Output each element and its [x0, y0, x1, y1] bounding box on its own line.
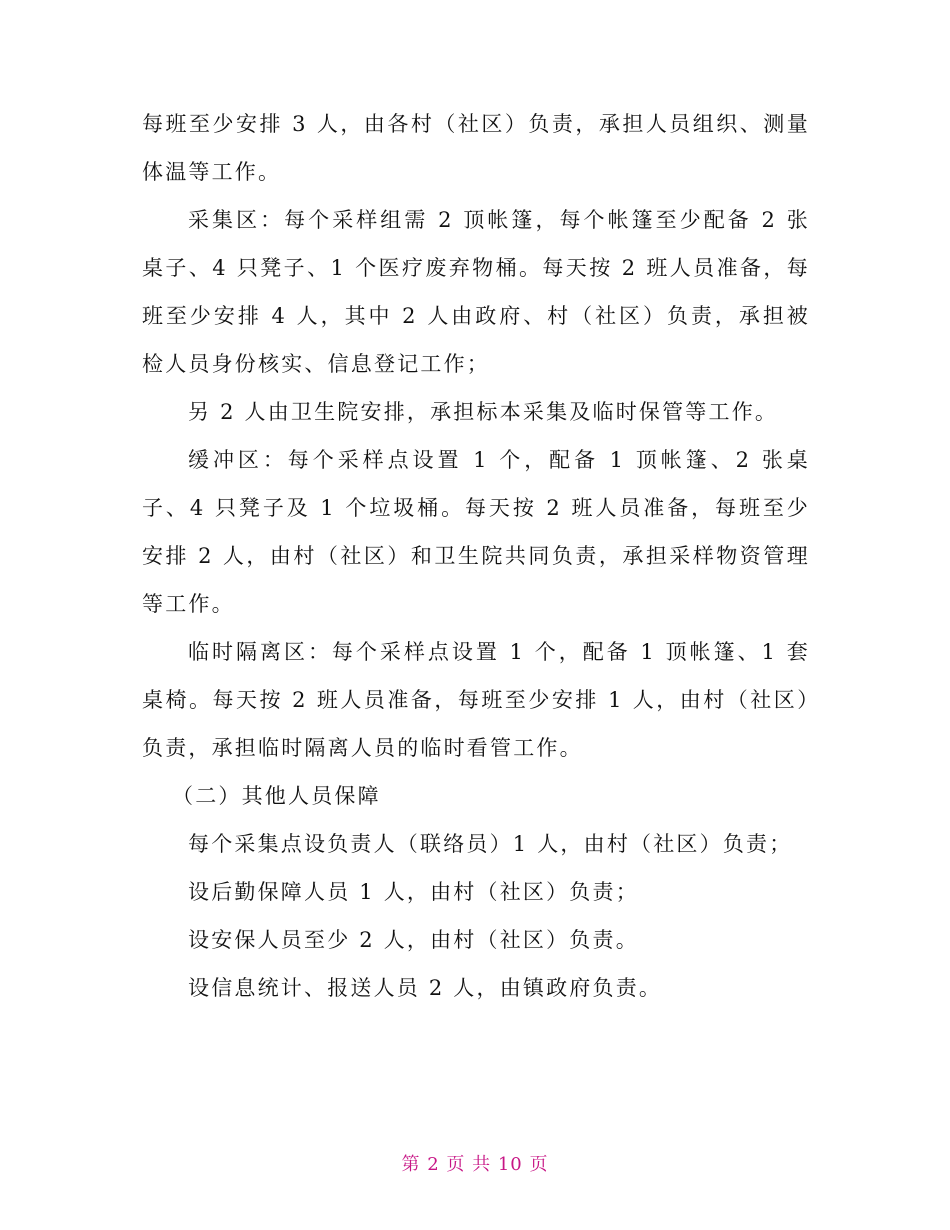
paragraph-collection-area-extra: 另 2 人由卫生院安排，承担标本采集及临时保管等工作。 — [188, 400, 779, 424]
paragraph-buffer-area: 缓冲区：每个采样点设置 1 个，配备 1 顶帐篷、2 张桌子、4 只凳子及 1 个垃圾桶。每天按 2 班人员准备，每班至少安排 2 人，由村（社区）和卫生院共同负责，承担采样物资管理等工作。 — [142, 448, 810, 616]
section-heading-other-staff: （二）其他人员保障 — [172, 784, 381, 808]
paragraph-1: 每班至少安排 3 人，由各村（社区）负责，承担人员组织、测量体温等工作。 — [142, 112, 810, 184]
paragraph-collection-area: 采集区：每个采样组需 2 顶帐篷，每个帐篷至少配备 2 张桌子、4 只凳子、1 个医疗废弃物桶。每天按 2 班人员准备，每班至少安排 4 人，其中 2 人由政府、村（社区）负责，承担被检人员身份核实、信息登记工作； — [142, 208, 810, 376]
paragraph-site-leader: 每个采集点设负责人（联络员）1 人，由村（社区）负责； — [188, 832, 793, 856]
paragraph-isolation-area: 临时隔离区：每个采样点设置 1 个，配备 1 顶帐篷、1 套桌椅。每天按 2 班人员准备，每班至少安排 1 人，由村（社区）负责，承担临时隔离人员的临时看管工作。 — [142, 640, 810, 760]
paragraph-logistics-staff: 设后勤保障人员 1 人，由村（社区）负责； — [188, 880, 639, 904]
paragraph-security-staff: 设安保人员至少 2 人，由村（社区）负责。 — [188, 928, 639, 952]
page-number-footer: 第 2 页 共 10 页 — [401, 1154, 549, 1175]
document-body — [142, 100, 810, 1012]
paragraph-info-staff: 设信息统计、报送人员 2 人，由镇政府负责。 — [188, 976, 663, 1000]
